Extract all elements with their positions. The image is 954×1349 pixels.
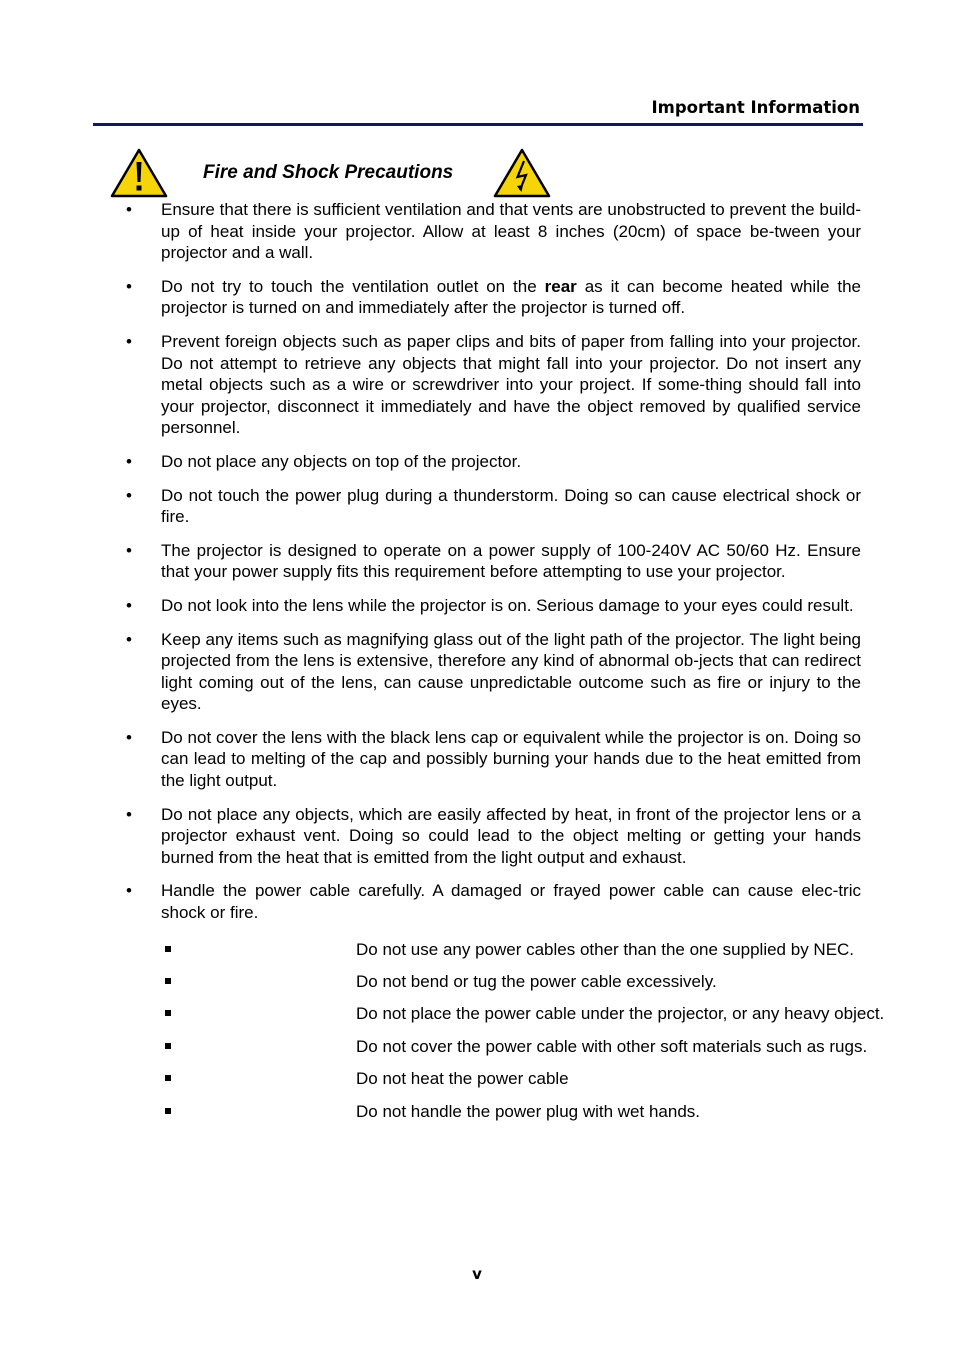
power-cable-sub-list (0, 940, 954, 1134)
precautions-list (0, 199, 954, 1146)
bullet-text-after: as it can become heated while the projector is turned on and immediately after the projector is turned off. (161, 276, 861, 318)
sub-bullet-text: Do not cover the power cable with other soft materials such as rugs. (356, 1036, 868, 1056)
sub-list-item (0, 1102, 954, 1134)
bullet-dot: • (126, 200, 132, 219)
list-item (0, 540, 954, 583)
bullet-dot: • (126, 276, 132, 296)
header-rule (93, 123, 863, 126)
bullet-text: Handle the power cable carefully. A damaged or frayed power cable can cause elec-tric shock or fire. (161, 881, 861, 923)
bullet-text: Do not touch the power plug during a thunderstorm. Doing so can cause electrical shock or fire. (161, 485, 861, 527)
bullet-text: Keep any items such as magnifying glass out of the light path of the projector. The light being projected from the lens is extensive, therefore any kind of abnormal ob-jects that can redirect light coming out of the lens, can cause unpredictable outcome such as fire or injury to the eyes. (161, 629, 861, 714)
list-item (0, 485, 954, 528)
bullet-dot: • (126, 485, 132, 505)
bullet-dot: • (126, 595, 132, 615)
list-item (0, 331, 954, 439)
sub-list-item (0, 1037, 954, 1069)
list-item (0, 880, 954, 1134)
square-bullet-icon (165, 946, 171, 952)
square-bullet-icon (165, 1043, 171, 1049)
electric-shock-icon (493, 148, 551, 198)
sub-bullet-text: Do not heat the power cable (356, 1069, 569, 1089)
bullet-dot: • (126, 804, 132, 824)
list-item (0, 199, 954, 264)
section-title: Fire and Shock Precautions (203, 162, 454, 183)
square-bullet-icon (165, 1108, 171, 1114)
bullet-dot: • (126, 881, 132, 901)
list-item (0, 804, 954, 869)
sub-bullet-text: Do not bend or tug the power cable excessively. (356, 972, 717, 992)
bullet-text: Do not place any objects, which are easily affected by heat, in front of the projector lens or a projector exhaust vent. Doing so could lead to the object melting or getting your hands burned from the heat that is emitted from the light output and exhaust. (161, 804, 861, 867)
sub-list-item (0, 972, 954, 1004)
list-item (0, 629, 954, 715)
warning-exclamation-icon (110, 148, 168, 198)
square-bullet-icon (165, 978, 171, 984)
sub-bullet-text: Do not use any power cables other than the one supplied by NEC. (356, 939, 855, 959)
bullet-text: Prevent foreign objects such as paper clips and bits of paper from falling into your projector. Do not attempt to retrieve any objects that might fall into your projector. Do not insert any metal objects such as a wire or screwdriver into your project. If some-thing should fall into your projector, disconnect it immediately and have the object removed by qualified service personnel. (161, 331, 861, 438)
bullet-text: Do not look into the lens while the projector is on. Serious damage to your eyes could result. (161, 595, 854, 615)
bullet-text: The projector is designed to operate on a power supply of 100-240V AC 50/60 Hz. Ensure that your power supply fits this requirement before attempting to use your projector. (161, 540, 861, 582)
sub-list-item (0, 1069, 954, 1101)
list-item (0, 276, 954, 319)
bullet-text-bold: rear (544, 276, 577, 296)
bullet-dot: • (126, 451, 132, 471)
list-item (0, 451, 954, 473)
bullet-dot: • (126, 727, 132, 747)
sub-list-item (0, 1004, 954, 1036)
bullet-dot: • (126, 629, 132, 649)
bullet-dot: • (126, 331, 132, 351)
list-item (0, 727, 954, 792)
sub-bullet-text: Do not handle the power plug with wet hands. (356, 1101, 701, 1121)
sub-bullet-text: Do not place the power cable under the projector, or any heavy object. (356, 1004, 885, 1024)
square-bullet-icon (165, 1075, 171, 1081)
page-number: v (472, 1265, 482, 1283)
bullet-text-before: Do not try to touch the ventilation outlet on the (161, 276, 545, 296)
list-item (0, 595, 954, 617)
bullet-text (161, 276, 861, 319)
square-bullet-icon (165, 1010, 171, 1016)
bullet-dot: • (126, 540, 132, 560)
bullet-text: Do not place any objects on top of the projector. (161, 451, 522, 471)
sub-list-item (0, 940, 954, 972)
page-header-title: Important Information (651, 98, 860, 117)
bullet-text: Ensure that there is sufficient ventilation and that vents are unobstructed to prevent the build-up of heat inside your projector. Allow at least 8 inches (20cm) of space be-tween your projector and a wall. (161, 200, 861, 263)
bullet-text: Do not cover the lens with the black lens cap or equivalent while the projector is on. Doing so can lead to melting of the cap and possibly burning your hands due to the heat emitted from the light output. (161, 727, 861, 791)
